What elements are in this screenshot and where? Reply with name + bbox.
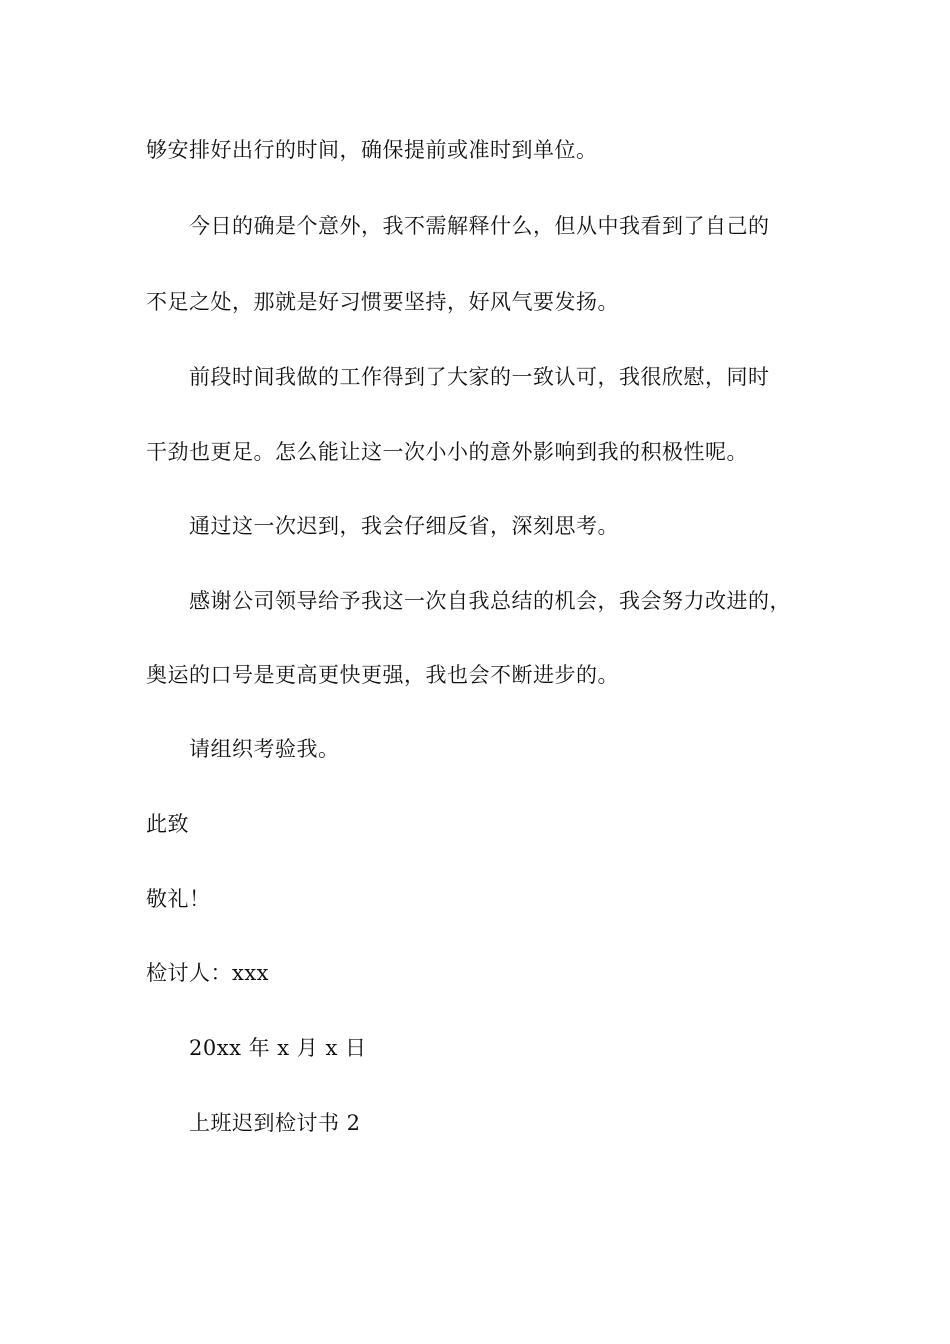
body-line-5: 干劲也更足。怎么能让这一次小小的意外影响到我的积极性呢。 [146,440,748,464]
body-line-8: 奥运的口号是更高更快更强，我也会不断进步的。 [146,663,619,687]
body-line-2: 今日的确是个意外，我不需解释什么，但从中我看到了自己的 [189,214,770,238]
signature-author: 检讨人：xxx [146,961,270,985]
body-line-6: 通过这一次迟到，我会仔细反省，深刻思考。 [189,514,619,538]
next-section-title: 上班迟到检讨书 2 [189,1111,361,1135]
closing-regards: 敬礼！ [146,887,211,911]
body-line-9: 请组织考验我。 [189,737,340,761]
closing-salutation: 此致 [146,812,189,836]
body-line-4: 前段时间我做的工作得到了大家的一致认可，我很欣慰，同时 [189,365,770,389]
body-line-7: 感谢公司领导给予我这一次自我总结的机会，我会努力改进的， [189,589,791,613]
signature-date: 20xx 年 x 月 x 日 [189,1036,367,1060]
body-line-3: 不足之处，那就是好习惯要坚持，好风气要发扬。 [146,290,619,314]
body-line-1: 够安排好出行的时间，确保提前或准时到单位。 [146,138,598,162]
